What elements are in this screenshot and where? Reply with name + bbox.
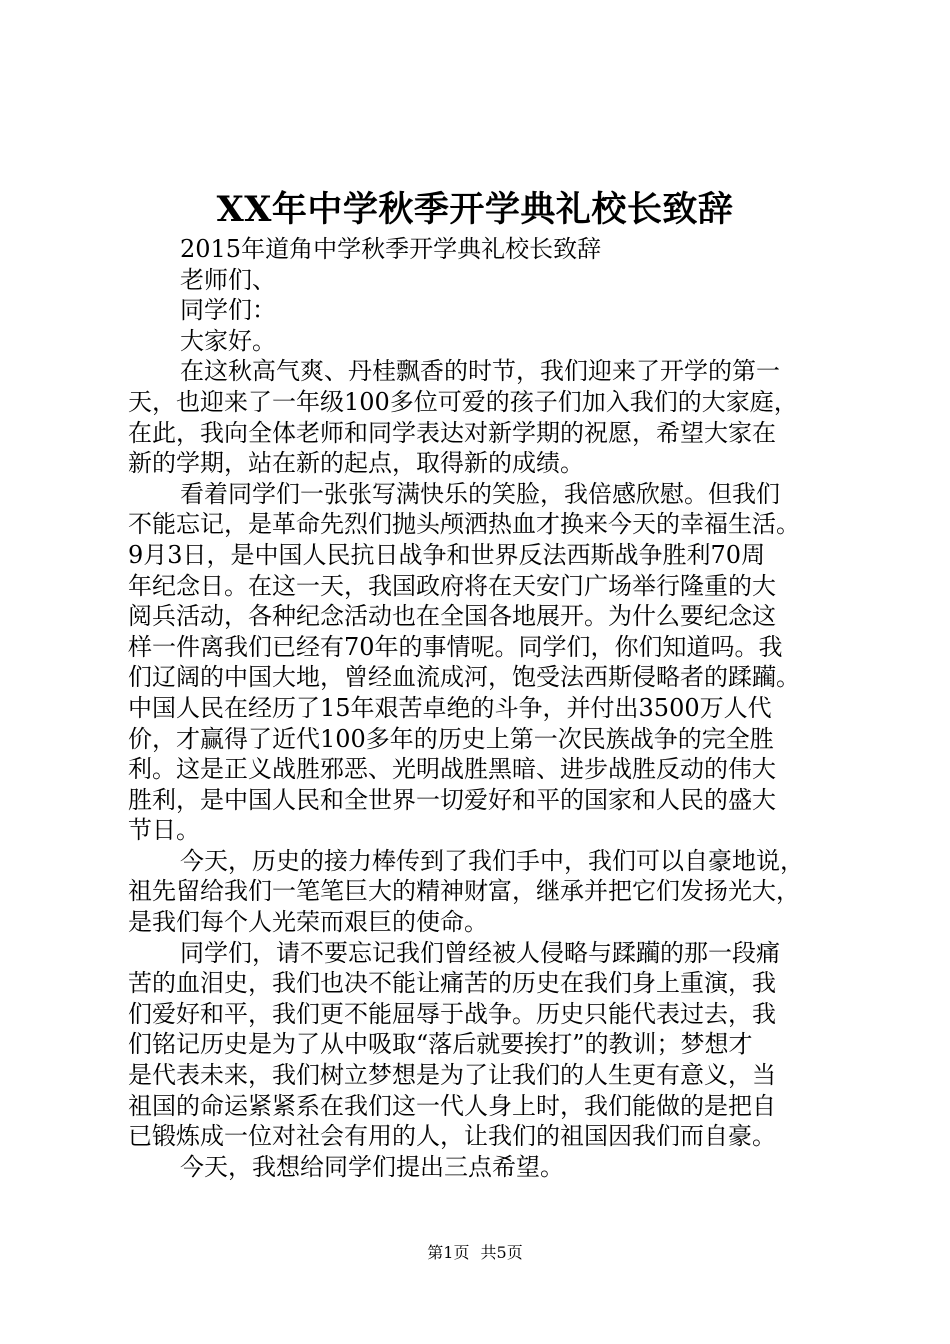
text-line: 老师们、 (180, 265, 276, 294)
paragraph (128, 1152, 858, 1183)
text-line: 们辽阔的中国大地，曾经血流成河，饱受法西斯侵略者的蹂躏。 (128, 663, 800, 692)
text-line: 节日。 (128, 816, 200, 845)
text-line: 天，也迎来了一年级100多位可爱的孩子们加入我们的大家庭， (128, 387, 798, 416)
text-line: 同学们，请不要忘记我们曾经被人侵略与蹂躏的那一段痛 (180, 938, 780, 967)
text-line: 们爱好和平，我们更不能屈辱于战争。历史只能代表过去，我 (128, 999, 776, 1028)
page-total: 共5页 (480, 1243, 523, 1262)
page-footer (0, 1243, 950, 1263)
text-line: 价，才赢得了近代100多年的历史上第一次民族战争的完全胜 (128, 724, 774, 753)
text-line: 苦的血泪史，我们也决不能让痛苦的历史在我们身上重演，我 (128, 969, 776, 998)
text-line: 是我们每个人光荣而艰巨的使命。 (128, 908, 488, 937)
paragraph (128, 938, 858, 1152)
text-line: 们铭记历史是为了从中吸取“落后就要挨打”的教训；梦想才 (128, 1030, 753, 1059)
text-line: 大家好。 (180, 326, 276, 355)
text-line: 在此，我向全体老师和同学表达对新学期的祝愿，希望大家在 (128, 418, 776, 447)
text-line: 看着同学们一张张写满快乐的笑脸，我倍感欣慰。但我们 (180, 479, 780, 508)
text-line: 年纪念日。在这一天，我国政府将在天安门广场举行隆重的大 (128, 571, 776, 600)
text-line: 同学们： (180, 296, 276, 325)
text-line: 9月3日，是中国人民抗日战争和世界反法西斯战争胜利70周 (128, 540, 766, 569)
text-line: 中国人民在经历了15年艰苦卓绝的斗争，并付出3500万人代 (128, 693, 772, 722)
text-line: 是代表未来，我们树立梦想是为了让我们的人生更有意义，当 (128, 1061, 776, 1090)
paragraph (128, 234, 858, 265)
document-title: XX年中学秋季开学典礼校长致辞 (216, 189, 734, 230)
document-body (128, 234, 858, 1182)
text-line: 阅兵活动，各种纪念活动也在全国各地展开。为什么要纪念这 (128, 602, 776, 631)
page-number: 第1页 (427, 1243, 470, 1262)
text-line: 新的学期，站在新的起点，取得新的成绩。 (128, 449, 584, 478)
text-line: 已锻炼成一位对社会有用的人，让我们的祖国因我们而自豪。 (128, 1122, 776, 1151)
paragraph (128, 295, 858, 326)
text-line: 今天，历史的接力棒传到了我们手中，我们可以自豪地说， (180, 846, 804, 875)
text-line: 不能忘记，是革命先烈们抛头颅洒热血才换来今天的幸福生活。 (128, 510, 800, 539)
paragraph (128, 265, 858, 296)
text-line: 2015年道角中学秋季开学典礼校长致辞 (180, 235, 602, 263)
text-line: 利。这是正义战胜邪恶、光明战胜黑暗、进步战胜反动的伟大 (128, 755, 776, 784)
paragraph (128, 846, 858, 938)
text-line: 在这秋高气爽、丹桂飘香的时节，我们迎来了开学的第一 (180, 357, 780, 386)
text-line: 胜利，是中国人民和全世界一切爱好和平的国家和人民的盛大 (128, 785, 776, 814)
text-line: 样一件离我们已经有70年的事情呢。同学们，你们知道吗。我 (128, 632, 783, 661)
paragraph (128, 356, 858, 478)
text-line: 祖国的命运紧紧系在我们这一代人身上时，我们能做的是把自 (128, 1091, 776, 1120)
text-line: 祖先留给我们一笔笔巨大的精神财富，继承并把它们发扬光大， (128, 877, 800, 906)
paragraph (128, 479, 858, 846)
paragraph (128, 326, 858, 357)
text-line: 今天，我想给同学们提出三点希望。 (180, 1152, 564, 1181)
